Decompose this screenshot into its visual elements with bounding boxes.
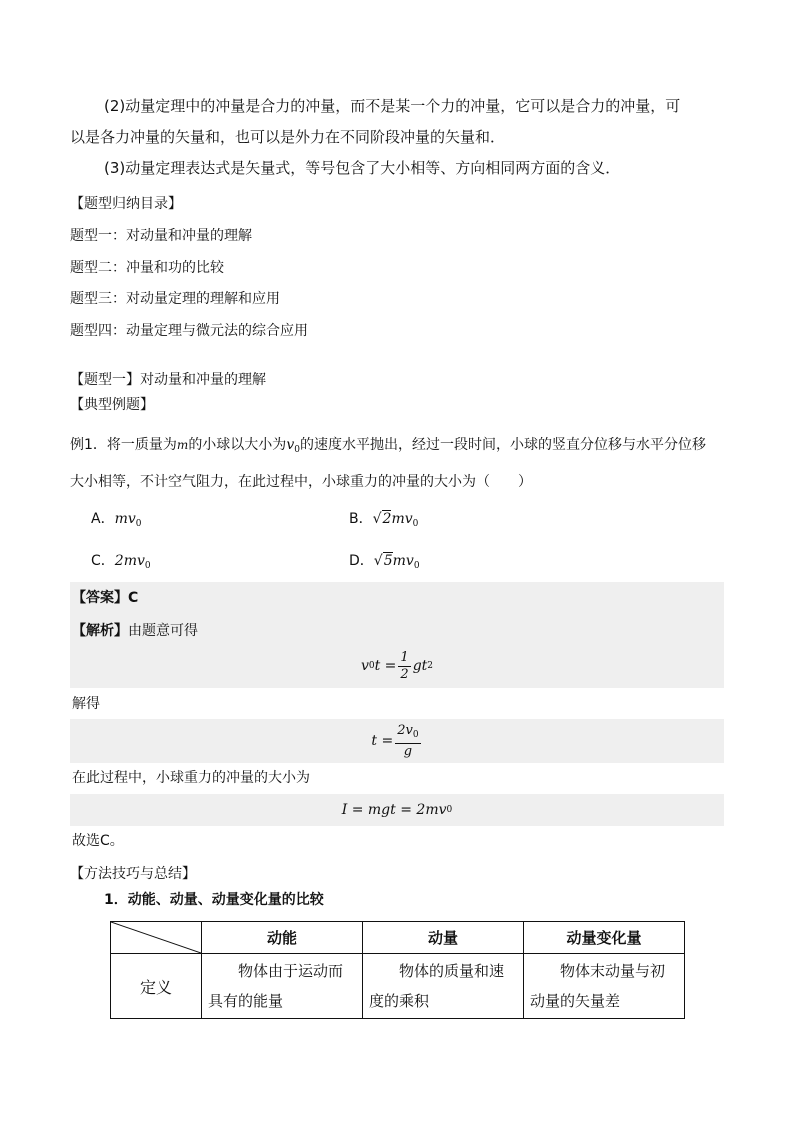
toc-item-4: 题型四：动量定理与微元法的综合应用 — [70, 323, 308, 339]
cell-change-definition: 物体末动量与初 动量的矢量差 — [524, 954, 685, 1019]
diagonal-line — [111, 922, 201, 953]
process-text: 在此过程中，小球重力的冲量的大小为 — [72, 770, 310, 786]
example-1-line-2: 大小相等，不计空气阻力，在此过程中，小球重力的冲量的大小为（ ） — [70, 474, 532, 490]
option-a[interactable]: A．$mv_0$ — [91, 511, 142, 529]
toc-item-1: 题型一：对动量和冲量的理解 — [70, 228, 252, 244]
header-kinetic-energy: 动能 — [202, 922, 363, 954]
velocity-symbol: $v_0$ — [286, 437, 300, 455]
header-momentum-change: 动量变化量 — [524, 922, 685, 954]
example-rest: 的速度水平抛出，经过一段时间，小球的竖直分位移与水平分位移 — [299, 437, 706, 453]
cell-momentum-definition: 物体的质量和速 度的乘积 — [363, 954, 524, 1019]
example-mid: 的小球以大小为 — [188, 437, 287, 453]
example-1-line-1 — [70, 435, 706, 460]
conclusion: 故选C。 — [72, 833, 124, 849]
equation-2: t = $\frac{2v_0}{g}$ — [371, 722, 419, 759]
typical-example-heading: 【典型例题】 — [70, 397, 154, 413]
toc-item-2: 题型二：冲量和功的比较 — [70, 260, 224, 276]
table-header-row — [111, 922, 685, 954]
paragraph-3: (3)动量定理表达式是矢量式，等号包含了大小相等、方向相同两方面的含义． — [104, 159, 621, 177]
header-momentum: 动量 — [363, 922, 524, 954]
toc-heading: 【题型归纳目录】 — [70, 196, 182, 212]
example-prefix: 例1．将一质量为 — [70, 437, 177, 453]
comparison-table — [110, 921, 685, 1019]
analysis-line: 【解析】由题意可得 — [72, 623, 198, 639]
mass-symbol: m — [176, 438, 189, 452]
method-heading: 【方法技巧与总结】 — [70, 866, 196, 882]
option-c[interactable]: C．$2mv_0$ — [91, 553, 151, 571]
table-corner-cell — [111, 922, 202, 954]
toc-item-3: 题型三：对动量定理的理解和应用 — [70, 291, 280, 307]
paragraph-2-line-1: (2)动量定理中的冲量是合力的冲量，而不是某一个力的冲量，它可以是合力的冲量，可 — [104, 97, 681, 115]
paragraph-2-line-2: 以是各力冲量的矢量和，也可以是外力在不同阶段冲量的矢量和． — [70, 128, 506, 146]
row-label-definition: 定义 — [111, 954, 202, 1019]
option-d[interactable]: D．$√5mv_0$ — [349, 553, 420, 571]
option-b[interactable]: B．$√2mv_0$ — [349, 511, 419, 529]
equation-1: v 0 t = $\frac{1}{2}$ gt 2 — [360, 649, 434, 682]
compare-title: 1．动能、动量、动量变化量的比较 — [104, 892, 324, 908]
section-1-heading: 【题型一】对动量和冲量的理解 — [70, 372, 266, 388]
equation-3: I = mgt = 2mv 0 — [341, 802, 453, 818]
solve-text: 解得 — [72, 696, 100, 712]
table-row — [111, 954, 685, 1019]
answer-line: 【答案】C — [72, 590, 139, 606]
cell-kinetic-definition: 物体由于运动而 具有的能量 — [202, 954, 363, 1019]
